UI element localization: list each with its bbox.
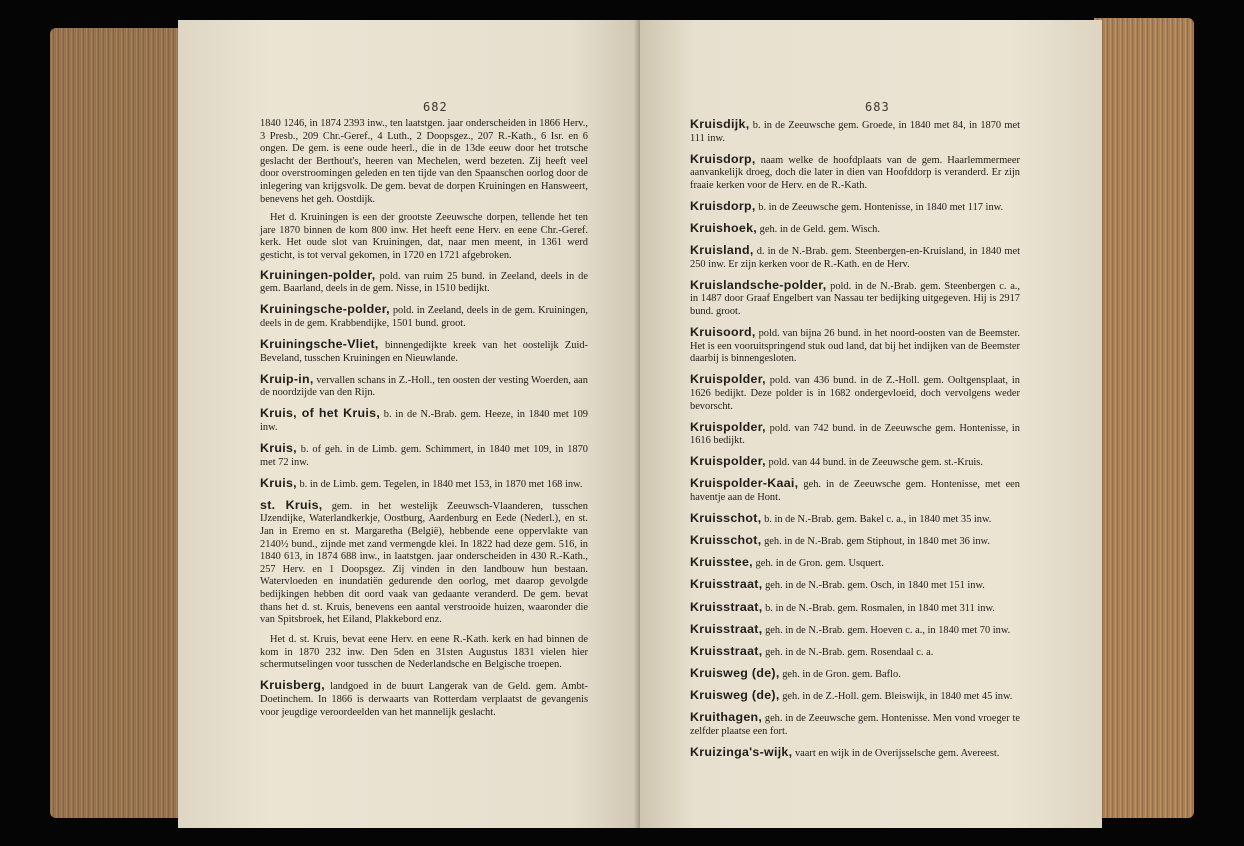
entry-definition: geh. in de N.-Brab. gem. Hoeven c. a., in 1840 met 70 inw. <box>765 624 1011 636</box>
entry-text <box>690 623 1020 638</box>
dictionary-entry <box>690 373 1020 413</box>
entry-definition: vaart en wijk in de Overijsselsche gem. Avereest. <box>794 747 1000 759</box>
entry-text <box>690 200 1020 215</box>
entry-definition: vervallen schans in Z.-Holl., ten oosten der vesting Woerden, aan de noordzijde van den Rijn. <box>260 374 588 399</box>
entry-headword: Kruispolder, <box>690 454 766 469</box>
entry-definition: pold. van bijna 26 bund. in het noord-oosten van de Beemster. Het is een vooruitspringend stuk oud land, dat bij het indijken van de Beemster daarbij is binnengesloten. <box>690 328 1020 365</box>
entry-text <box>690 279 1020 319</box>
entry-headword: Kruisberg, <box>260 678 325 693</box>
dictionary-entry <box>690 512 1020 527</box>
entry-definition: geh. in de Gron. gem. Baflo. <box>782 668 901 680</box>
left-page <box>178 20 640 828</box>
entry-text <box>690 689 1020 704</box>
entry-text <box>690 326 1020 366</box>
entry-definition: pold. van 44 bund. in de Zeeuwsche gem. st.-Kruis. <box>768 457 983 469</box>
dictionary-entry <box>690 534 1020 549</box>
entry-definition: b. of geh. in de Limb. gem. Schimmert, in 1840 met 109, in 1870 met 72 inw. <box>260 443 588 468</box>
entry-text <box>690 455 1020 470</box>
entry-headword: Kruisschot, <box>690 511 762 526</box>
entry-text <box>690 512 1020 527</box>
page-number: 683 <box>865 100 890 114</box>
entry-text <box>690 601 1020 616</box>
entry-headword: Kruizinga's-wijk, <box>690 744 793 759</box>
entry-definition: geh. in de Z.-Holl. gem. Bleiswijk, in 1840 met 45 inw. <box>782 690 1013 702</box>
entry-definition: b. in de Limb. gem. Tegelen, in 1840 met 153, in 1870 met 168 inw. <box>299 478 583 490</box>
entry-text <box>260 499 588 627</box>
dictionary-entry <box>260 338 588 365</box>
entry-text <box>690 645 1020 660</box>
open-book <box>50 8 1194 838</box>
entry-headword: Kruisstraat, <box>690 577 763 592</box>
dictionary-entry <box>260 373 588 400</box>
entry-definition: pold. van 742 bund. in de Zeeuwsche gem. Hontenisse, in 1616 bedijkt. <box>690 422 1020 447</box>
entry-definition: geh. in de N.-Brab. gem. Osch, in 1840 met 151 inw. <box>765 580 985 592</box>
entry-headword: Kruisdijk, <box>690 117 750 131</box>
entry-headword: Kruisweg (de), <box>690 665 780 680</box>
text-column <box>690 118 1020 768</box>
entry-definition: gem. in het westelijk Zeeuwsch-Vlaanderen, tusschen IJzendijke, Waterlandkerkje, Oostburg, Aardenburg en Eede (Nederl.), en st. Jan in Eremo en st. Margaretha (België), hebbende eene oppervlakte van 2140½ bund., zijnde met zand vermengde klei. In 1822 had deze gem. 516, in 1840 613, in 1874 688 inw., in laatstgen. jaar onderscheiden in 430 R.-Kath., 257 Herv. en 1 Doopsgez. Zij vinden in den landbouw hun bestaan. Watervloeden en inundatiën gedurende den oorlog, met daarop gevolgde bedijkingen hebben dit oord vaak van gedaante veranderd. De gem. bevat thans het d. st. Kruis, benevens een aantal verstrooide huizen, waaronder die van Spitsbroek, het Eiland, Plakkebord enz. <box>260 500 588 626</box>
entry-text <box>690 153 1020 193</box>
paragraph: 1840 1246, in 1874 2393 inw., ten laatstgen. jaar onderscheiden in 1866 Herv., 3 Presb., 209 Chr.-Geref., 4 Luth., 2 Doopsgez., 207 R.-Kath., 6 Isr. en 6 ongen. De gem. is eene oude heerl., die in de 13de eeuw door het trotsche geslacht der Berthout's, heeren van Mechelen, werd bezeten. Zij heeft veel door overstroomingen geleden en ten tijde van den Spaanschen oorlog door de inlegering van krijgsvolk. De gem. bevat de dorpen Kruiningen en Hansweert, benevens het geh. Oostdijk. <box>260 118 588 205</box>
dictionary-entry <box>690 421 1020 448</box>
entry-headword: Kruiningsche-Vliet, <box>260 336 379 351</box>
entry-headword: Kruisdorp, <box>690 198 756 213</box>
dictionary-entry <box>690 244 1020 271</box>
entry-definition: geh. in de Zeeuwsche gem. Hontenisse. Men vond vroeger te zelfder plaatse een fort. <box>690 713 1020 737</box>
dictionary-entry <box>260 477 588 492</box>
dictionary-entry <box>260 679 588 719</box>
dictionary-entry <box>690 556 1020 571</box>
entry-definition: geh. in de N.-Brab. gem Stiphout, in 1840 met 36 inw. <box>764 536 990 548</box>
entry-text <box>690 373 1020 413</box>
dictionary-entry <box>690 153 1020 193</box>
entry-definition: b. in de Zeeuwsche gem. Groede, in 1840 met 84, in 1870 met 111 inw. <box>690 120 1020 144</box>
dictionary-entry <box>260 269 588 296</box>
entry-headword: Kruishoek, <box>690 221 758 236</box>
entry-headword: Kruisweg (de), <box>690 687 780 702</box>
entry-definition: pold. in Zeeland, deels in de gem. Kruiningen, deels in de gem. Krabbendijke, 1501 bund. groot. <box>260 305 588 329</box>
dictionary-entry <box>690 578 1020 593</box>
entry-headword: Kruisschot, <box>690 533 762 548</box>
entry-headword: Kruisoord, <box>690 325 756 340</box>
entry-text <box>260 269 588 296</box>
entry-headword: st. Kruis, <box>260 497 323 512</box>
entry-text <box>260 407 588 434</box>
entry-headword: Kruisstee, <box>690 555 753 570</box>
text-column <box>260 118 588 727</box>
entry-headword: Kruisstraat, <box>690 621 763 636</box>
dictionary-entry <box>690 623 1020 638</box>
entry-headword: Kruiningen-polder, <box>260 267 376 282</box>
dictionary-entry <box>690 711 1020 738</box>
entry-headword: Kruisstraat, <box>690 643 763 658</box>
entry-headword: Kruispolder, <box>690 419 766 434</box>
dictionary-entry <box>690 477 1020 504</box>
entry-text <box>690 118 1020 145</box>
paragraph: Het d. Kruiningen is een der grootste Zeeuwsche dorpen, tellende het ten jare 1870 binnen de kom 800 inw. Het heeft eene Herv. en eene Chr.-Geref. kerk. Het oude slot van Kruiningen, dat, naar men meent, in 1361 werd gesticht, is tot verval gekomen, in 1720 en 1721 afgebroken. <box>260 212 588 261</box>
dictionary-entry <box>260 442 588 469</box>
dictionary-entry <box>690 601 1020 616</box>
right-page <box>640 20 1102 828</box>
entry-definition: pold. van ruim 25 bund. in Zeeland, deels in de gem. Baarland, deels in de gem. Nisse, in 1510 bedijkt. <box>260 270 588 295</box>
book-right-page-edges <box>1094 18 1194 818</box>
entry-headword: Kruis, of het Kruis, <box>260 406 381 421</box>
entry-text <box>690 667 1020 682</box>
entry-headword: Kruis, <box>260 475 297 490</box>
entry-text <box>690 244 1020 271</box>
entry-definition: b. in de N.-Brab. gem. Bakel c. a., in 1840 met 35 inw. <box>764 514 992 526</box>
entry-definition: pold. van 436 bund. in de Z.-Holl. gem. Ooltgensplaat, in 1626 bedijkt. Deze polder is in 1682 ondergevloeid, doch vervolgens weder bevorscht. <box>690 375 1020 412</box>
entry-headword: Kruisdorp, <box>690 151 756 166</box>
entry-definition: naam welke de hoofdplaats van de gem. Haarlemmermeer aanvankelijk droeg, doch die later in dien van Hoofddorp is veranderd. Er zijn fraaie kerken voor de Herv. en de R.-Kath. <box>690 154 1020 191</box>
entry-text <box>260 338 588 365</box>
dictionary-entry <box>690 689 1020 704</box>
dictionary-entry <box>260 407 588 434</box>
entry-text <box>260 679 588 719</box>
entry-list <box>690 118 1020 760</box>
entry-text <box>260 477 588 492</box>
entry-headword: Kruispolder-Kaai, <box>690 476 799 491</box>
dictionary-entry <box>690 667 1020 682</box>
entry-headword: Kruislandsche-polder, <box>690 277 827 292</box>
dictionary-entry <box>690 222 1020 237</box>
dictionary-entry <box>260 303 588 330</box>
entry-definition: geh. in de Gron. gem. Usquert. <box>755 558 884 570</box>
page-number: 682 <box>423 100 448 114</box>
entry-headword: Kruithagen, <box>690 710 763 724</box>
entry-text <box>690 477 1020 504</box>
entry-headword: Kruiningsche-polder, <box>260 302 390 317</box>
entry-definition: binnengedijkte kreek van het oostelijk Zuid-Beveland, tusschen Kruiningen en Nieuwlande. <box>260 339 588 364</box>
entry-text <box>690 421 1020 448</box>
dictionary-entry <box>260 634 588 672</box>
dictionary-entry <box>690 645 1020 660</box>
entry-headword: Kruip-in, <box>260 371 314 386</box>
entry-definition: geh. in de Geld. gem. Wisch. <box>759 224 880 236</box>
dictionary-entry <box>690 455 1020 470</box>
entry-definition: d. in de N.-Brab. gem. Steenbergen-en-Kruisland, in 1840 met 250 inw. Er zijn kerken voor de R.-Kath. en de Herv. <box>690 246 1020 270</box>
entry-headword: Kruispolder, <box>690 372 766 387</box>
dictionary-entry <box>690 279 1020 319</box>
dictionary-entry <box>260 499 588 627</box>
entry-definition: landgoed in de buurt Langerak van de Geld. gem. Ambt-Doetinchem. In 1866 is derwaarts van Rotterdam verplaatst de gevangenis voor jeugdige veroordeelden van het mannelijk geslacht. <box>260 681 588 718</box>
entry-definition: pold. in de N.-Brab. gem. Steenbergen c. a., in 1487 door Graaf Engelbert van Nassau ter bedijking uitgegeven. Hij is 2917 bund. groot. <box>690 280 1020 318</box>
entry-text <box>690 711 1020 738</box>
dictionary-entry <box>690 118 1020 145</box>
entry-text <box>690 578 1020 593</box>
entry-text <box>260 634 588 672</box>
entry-definition: b. in de N.-Brab. gem. Rosmalen, in 1840 met 311 inw. <box>765 602 995 614</box>
entry-text <box>690 222 1020 237</box>
entry-headword: Kruisstraat, <box>690 599 763 614</box>
dictionary-entry <box>690 200 1020 215</box>
entry-text <box>260 373 588 400</box>
entry-definition: b. in de Zeeuwsche gem. Hontenisse, in 1840 met 117 inw. <box>758 201 1004 213</box>
entry-text <box>260 442 588 469</box>
entry-text <box>690 556 1020 571</box>
entry-definition: Het d. st. Kruis, bevat eene Herv. en eene R.-Kath. kerk en had binnen de kom in 1870 232 inw. Den 5den en 31sten Augustus 1831 vielen hier schermutselingen voor tusschen de Nederlandsche en Belgische troepen. <box>260 634 588 671</box>
entry-text <box>690 534 1020 549</box>
entry-list <box>260 269 588 720</box>
entry-text <box>690 746 1020 761</box>
entry-definition: geh. in de N.-Brab. gem. Rosendaal c. a. <box>765 646 934 658</box>
entry-headword: Kruisland, <box>690 243 754 258</box>
dictionary-entry <box>690 746 1020 761</box>
entry-definition: b. in de N.-Brab. gem. Heeze, in 1840 met 109 inw. <box>260 409 588 433</box>
dictionary-entry <box>690 326 1020 366</box>
book-left-page-edges <box>50 28 180 818</box>
entry-headword: Kruis, <box>260 440 297 455</box>
entry-text <box>260 303 588 330</box>
entry-definition: geh. in de Zeeuwsche gem. Hontenisse, met een haventje aan de Hont. <box>690 479 1020 504</box>
